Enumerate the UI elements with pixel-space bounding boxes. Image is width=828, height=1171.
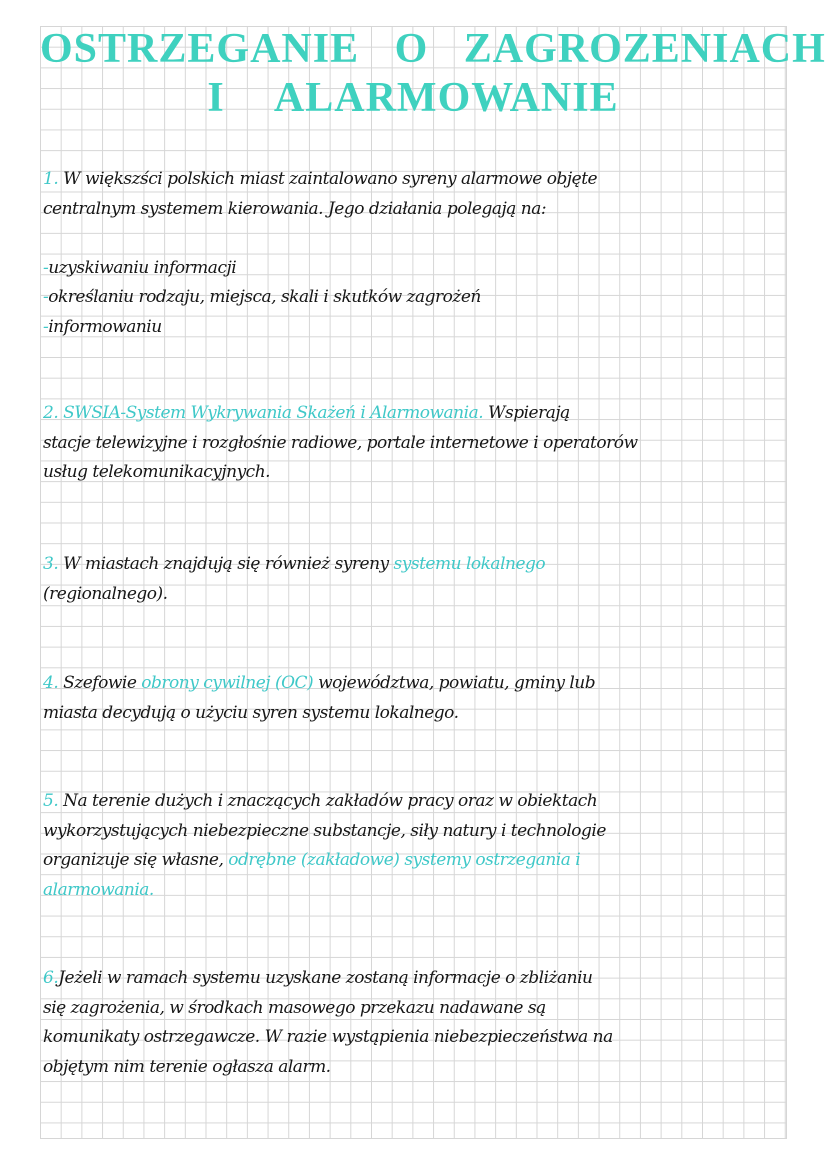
page-title-line-1: OSTRZEGANIE O ZAGROZENIACH [40, 26, 826, 72]
section-2-line-1-rest: Wspierają [483, 403, 570, 423]
section-4-text: Szefowie [58, 673, 142, 693]
section-5-line-3-text: organizuje się własne, [43, 850, 229, 870]
section-6-line-4: objętym nim terenie ogłasza alarm. [43, 1056, 331, 1077]
section-6-line-2: się zagrożenia, w środkach masowego przekazu nadawane są [43, 997, 546, 1018]
list-item-text: uzyskiwaniu informacji [48, 257, 237, 278]
section-3-line-2: (regionalnego). [43, 583, 168, 604]
section-6-line-3: komunikaty ostrzegawcze. W razie wystąpienia niebezpieczeństwa na [43, 1027, 613, 1047]
section-5-line-3-highlight: odrębne (zakładowe) systemy ostrzegania i [228, 850, 581, 870]
section-1 [43, 165, 788, 342]
section-4-number: 4. [43, 673, 59, 693]
section-3-number: 3. [43, 554, 59, 574]
list-item-text: informowaniu [48, 316, 162, 337]
list-item [43, 283, 788, 313]
section-5-line-4-highlight: alarmowania. [43, 879, 154, 900]
section-2-number: 2. [43, 403, 59, 423]
section-5 [43, 787, 788, 905]
section-5-number: 5. [43, 791, 59, 811]
section-2-line-3: usług telekomunikacyjnych. [43, 462, 271, 482]
section-1-number: 1. [43, 169, 59, 189]
page-title-line-2: I ALARMOWANIE [207, 75, 619, 121]
bullet-dash: - [43, 287, 49, 307]
list-item-text: określaniu rodzaju, miejsca, skali i skutków zagrożeń [48, 287, 481, 307]
bullet-dash: - [43, 316, 49, 337]
bullet-dash: - [43, 257, 49, 278]
section-4 [43, 669, 788, 728]
section-2 [43, 399, 788, 488]
section-1-line-1: W większści polskich miast zaintalowano syreny alarmowe objęte [58, 169, 598, 189]
section-2-line-2: stacje telewizyjne i rozgłośnie radiowe, portale internetowe i operatorów [43, 432, 638, 453]
section-6-number: 6. [43, 968, 59, 988]
section-3-text: W miastach znajdują się również syreny [58, 554, 394, 574]
section-3-highlight: systemu lokalnego [393, 554, 546, 574]
section-6-line-1: Jeżeli w ramach systemu uzyskane zostaną informacje o zbliżaniu [58, 968, 593, 988]
list-item [43, 254, 788, 284]
list-item [43, 313, 788, 343]
section-6 [43, 964, 788, 1082]
section-5-line-1: Na terenie dużych i znaczących zakładów pracy oraz w obiektach [58, 791, 598, 811]
section-1-line-2: centralnym systemem kierowania. Jego działania polegają na: [43, 198, 547, 219]
section-4-highlight: obrony cywilnej (OC) [141, 673, 314, 693]
section-4-line-2: miasta decydują o użyciu syren systemu lokalnego. [43, 702, 459, 723]
section-4-line-1-rest: województwa, powiatu, gminy lub [313, 673, 596, 693]
section-3 [43, 550, 788, 609]
section-2-highlight: SWSIA-System Wykrywania Skażeń i Alarmowania. [58, 403, 484, 423]
section-5-line-2: wykorzystujących niebezpieczne substancje, siły natury i technologie [43, 820, 606, 841]
